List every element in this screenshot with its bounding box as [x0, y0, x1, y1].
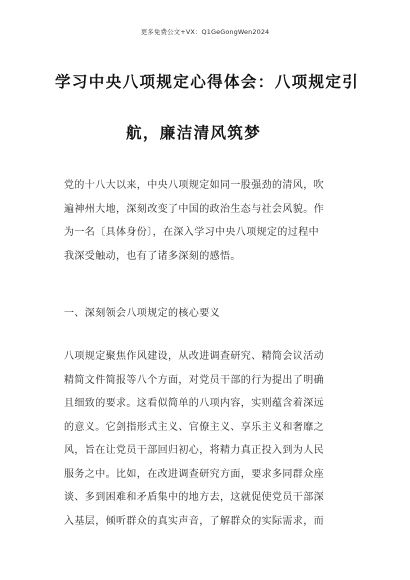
document-title-line-2: 航，廉洁清风筑梦 [126, 124, 262, 142]
paragraph-line: 党的十八大以来，中央八项规定如同一股强劲的清风，吹 [64, 180, 324, 191]
document-title-line-1: 学习中央八项规定心得体会：八项规定引 [55, 73, 360, 91]
paragraph-line: 精简文件简报等八个方面，对党员干部的行为提出了明确 [64, 374, 324, 386]
paragraph-line: 八项规定聚焦作风建设，从改进调查研究、精简会议活动 [64, 351, 324, 362]
paragraph-core-meaning [64, 345, 354, 533]
header-note: 更多免费公文+VX：Q1GeGongWen2024 [140, 28, 270, 36]
paragraph-line: 风，旨在让党员干部回归初心，将精力真正投入到为人民 [64, 445, 324, 456]
section-heading: 一、深刻领会八项规定的核心要义 [64, 308, 220, 319]
paragraph-line: 为一名〔具体身份〕，在深入学习中央八项规定的过程中 [64, 227, 319, 238]
paragraph-line: 服务之中。比如，在改进调查研究方面，要求多同群众座 [64, 468, 324, 480]
paragraph-line: 遍神州大地，深刻改变了中国的政治生态与社会风貌。作 [64, 203, 324, 215]
paragraph-line: 谈、多到困难和矛盾集中的地方去，这就促使党员干部深 [64, 492, 324, 503]
paragraph-intro [64, 174, 354, 268]
paragraph-line: 我深受触动，也有了诸多深刻的感悟。 [64, 250, 241, 262]
paragraph-line: 的意义。它剑指形式主义、官僚主义、享乐主义和奢靡之 [64, 421, 324, 433]
paragraph-line: 入基层，倾听群众的真实声音，了解群众的实际需求，而 [64, 515, 324, 527]
paragraph-line: 且细致的要求。这看似简单的八项内容，实则蕴含着深远 [64, 398, 324, 409]
